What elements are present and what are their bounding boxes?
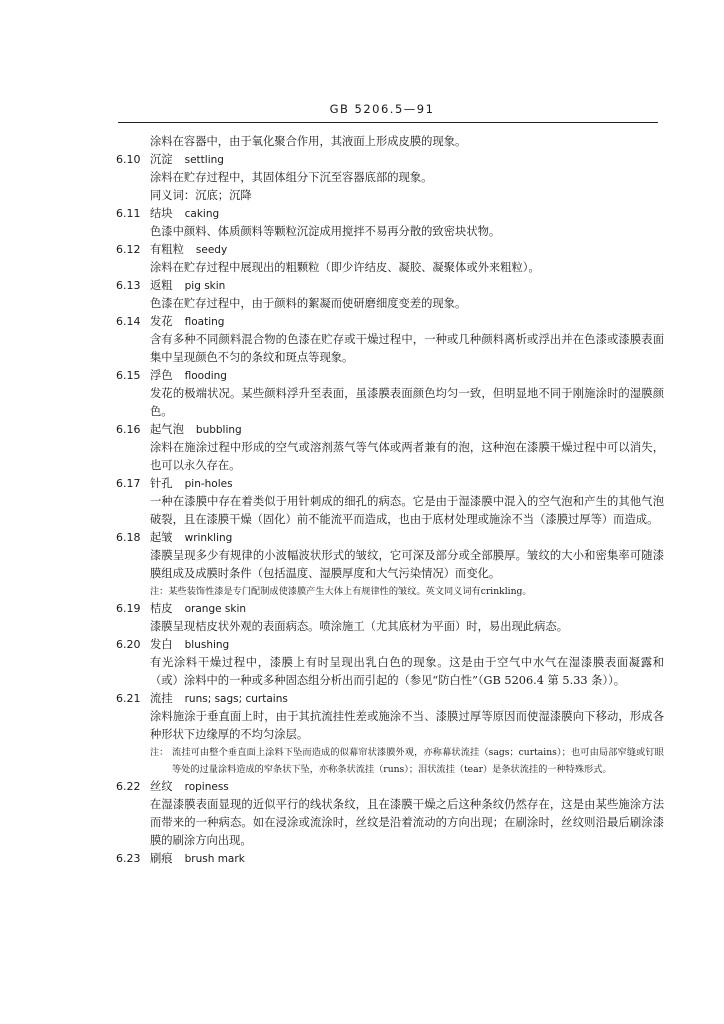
entry-english-term: pig skin bbox=[184, 280, 226, 292]
entry-english-term: brush mark bbox=[184, 853, 245, 865]
entry-term: 结块 bbox=[150, 207, 173, 220]
header-rule bbox=[118, 122, 658, 123]
entry-english-term: orange skin bbox=[184, 603, 247, 615]
entry-definition: 色漆在贮存过程中，由于颜料的絮凝而使研磨细度变差的现象。 bbox=[150, 297, 467, 310]
entry-6-22 bbox=[116, 778, 664, 850]
entry-english-term: blushing bbox=[184, 639, 230, 651]
entry-number: 6.21 bbox=[116, 692, 141, 705]
entry-english-term: pin-holes bbox=[184, 478, 233, 490]
entry-term: 流挂 bbox=[150, 692, 173, 705]
document-body bbox=[116, 133, 664, 868]
entry-6-12 bbox=[116, 241, 664, 277]
entry-number: 6.13 bbox=[116, 279, 141, 292]
entry-definition: 涂料在施涂过程中形成的空气或溶剂蒸气等气体或两者兼有的泡，这种泡在漆膜干燥过程中可以消失，也可以永久存在。 bbox=[150, 441, 664, 472]
entry-number: 6.17 bbox=[116, 477, 141, 490]
entry-note: 注：某些装饰性漆是专门配制成使漆膜产生大体上有规律性的皱纹。英文同义词有crinkling。 bbox=[150, 586, 532, 597]
entry-6-14 bbox=[116, 313, 664, 367]
entry-number: 6.20 bbox=[116, 638, 141, 651]
entry-definition: 含有多种不同颜料混合物的色漆在贮存或干燥过程中，一种或几种颜料离析或浮出并在色漆或漆膜表面集中呈现颜色不匀的条纹和斑点等现象。 bbox=[150, 333, 664, 364]
entry-number: 6.22 bbox=[116, 780, 141, 793]
entry-definition: 涂料在贮存过程中展现出的粗颗粒（即少许结皮、凝胶、凝聚体或外来粗粒）。 bbox=[150, 261, 540, 274]
entry-6-21 bbox=[116, 690, 664, 778]
entry-definition: 色漆中颜料、体质颜料等颗粒沉淀成用搅拌不易再分散的致密块状物。 bbox=[150, 225, 501, 238]
entry-number: 6.19 bbox=[116, 602, 141, 615]
entry-term: 针孔 bbox=[150, 477, 173, 490]
entry-english-term: caking bbox=[184, 208, 220, 220]
entry-term: 沉淀 bbox=[150, 153, 173, 166]
entry-definition: 有光涂料干燥过程中，漆膜上有时呈现出乳白色的现象。这是由于空气中水气在湿漆膜表面凝露和（或）涂料中的一种或多种固态组分析出而引起的（参见“防白性”（GB 5206.4 第 5.33 条））。 bbox=[150, 656, 664, 687]
entry-6-20 bbox=[116, 636, 664, 690]
entry-english-term: flooding bbox=[184, 370, 227, 382]
entry-6-19 bbox=[116, 600, 664, 636]
entry-term: 浮色 bbox=[150, 369, 173, 382]
entry-definition: 在湿漆膜表面显现的近似平行的线状条纹，且在漆膜干燥之后这种条纹仍然存在，这是由某些施涂方法而带来的一种病态。如在浸涂或流涂时，丝纹是沿着流动的方向出现；在刷涂时，丝纹则沿最后刷涂漆膜的刷涂方向出现。 bbox=[150, 798, 664, 847]
entry-term: 刷痕 bbox=[150, 852, 173, 865]
entry-term: 有粗粒 bbox=[150, 243, 184, 256]
entry-definition: 一种在漆膜中存在着类似于用针刺成的细孔的病态。它是由于湿漆膜中混入的空气泡和产生的其他气泡破裂，且在漆膜干燥（固化）前不能流平而造成，也由于底材处理或施涂不当（漆膜过厚等）而造成。 bbox=[150, 495, 664, 526]
entry-6-13 bbox=[116, 277, 664, 313]
entry-definition: 涂料施涂于垂直面上时，由于其抗流挂性差或施涂不当、漆膜过厚等原因而使湿漆膜向下移动，形成各种形状下边缘厚的不均匀涂层。 bbox=[150, 710, 664, 741]
entry-term: 丝纹 bbox=[150, 780, 173, 793]
entry-english-term: runs; sags; curtains bbox=[184, 693, 288, 705]
entry-number: 6.18 bbox=[116, 531, 141, 544]
entry-english-term: floating bbox=[184, 316, 225, 328]
entry-term: 发白 bbox=[150, 638, 173, 651]
entry-english-term: settling bbox=[184, 154, 224, 166]
entry-definition: 漆膜呈现多少有规律的小波幅波状形式的皱纹，它可深及部分或全部膜厚。皱纹的大小和密集率可随漆膜组成及成膜时条件（包括温度、湿膜厚度和大气污染情况）而变化。 bbox=[150, 549, 664, 580]
entry-note bbox=[150, 744, 664, 778]
entry-6-18 bbox=[116, 529, 664, 600]
entry-term: 桔皮 bbox=[150, 602, 173, 615]
entry-number: 6.10 bbox=[116, 153, 141, 166]
page-header-standard-code: GB 5206.5—91 bbox=[329, 102, 435, 116]
entry-term: 起气泡 bbox=[150, 423, 184, 436]
entry-english-term: ropiness bbox=[184, 781, 229, 793]
entry-6-23 bbox=[116, 850, 664, 868]
entry-synonyms: 同义词：沉底；沉降 bbox=[150, 189, 252, 202]
entry-number: 6.16 bbox=[116, 423, 141, 436]
entry-number: 6.11 bbox=[116, 207, 141, 220]
entry-number: 6.12 bbox=[116, 243, 141, 256]
entry-6-11 bbox=[116, 205, 664, 241]
entry-number: 6.23 bbox=[116, 852, 141, 865]
entry-term: 起皱 bbox=[150, 531, 173, 544]
note-text: 流挂可由整个垂直面上涂料下坠而造成的似幕帘状漆膜外观，亦称幕状流挂（sags；curtains）；也可由局部窄缝或钉眼等处的过量涂料造成的窄条状下坠，亦称条状流挂（runs）；泪状流挂（tear）是条状流挂的一种特殊形式。 bbox=[172, 747, 664, 775]
entry-definition: 涂料在贮存过程中，其固体组分下沉至容器底部的现象。 bbox=[150, 171, 433, 184]
entry-6-15 bbox=[116, 367, 664, 421]
entry-6-10 bbox=[116, 151, 664, 205]
entry-definition: 漆膜呈现桔皮状外观的表面病态。喷涂施工（尤其底材为平面）时，易出现此病态。 bbox=[150, 620, 568, 633]
entry-6-17 bbox=[116, 475, 664, 529]
entry-term: 发花 bbox=[150, 315, 173, 328]
entry-number: 6.15 bbox=[116, 369, 141, 382]
entry-english-term: wrinkling bbox=[184, 532, 233, 544]
note-label: 注： bbox=[150, 747, 169, 758]
entry-english-term: seedy bbox=[195, 244, 228, 256]
entry-term: 返粗 bbox=[150, 279, 173, 292]
entry-number: 6.14 bbox=[116, 315, 141, 328]
entry-english-term: bubbling bbox=[195, 424, 242, 436]
continuation-paragraph: 涂料在容器中，由于氧化聚合作用，其液面上形成皮膜的现象。 bbox=[150, 135, 467, 148]
entry-definition: 发花的极端状况。某些颜料浮升至表面，虽漆膜表面颜色均匀一致，但明显地不同于刚施涂时的湿膜颜色。 bbox=[150, 387, 664, 418]
entry-6-16 bbox=[116, 421, 664, 475]
